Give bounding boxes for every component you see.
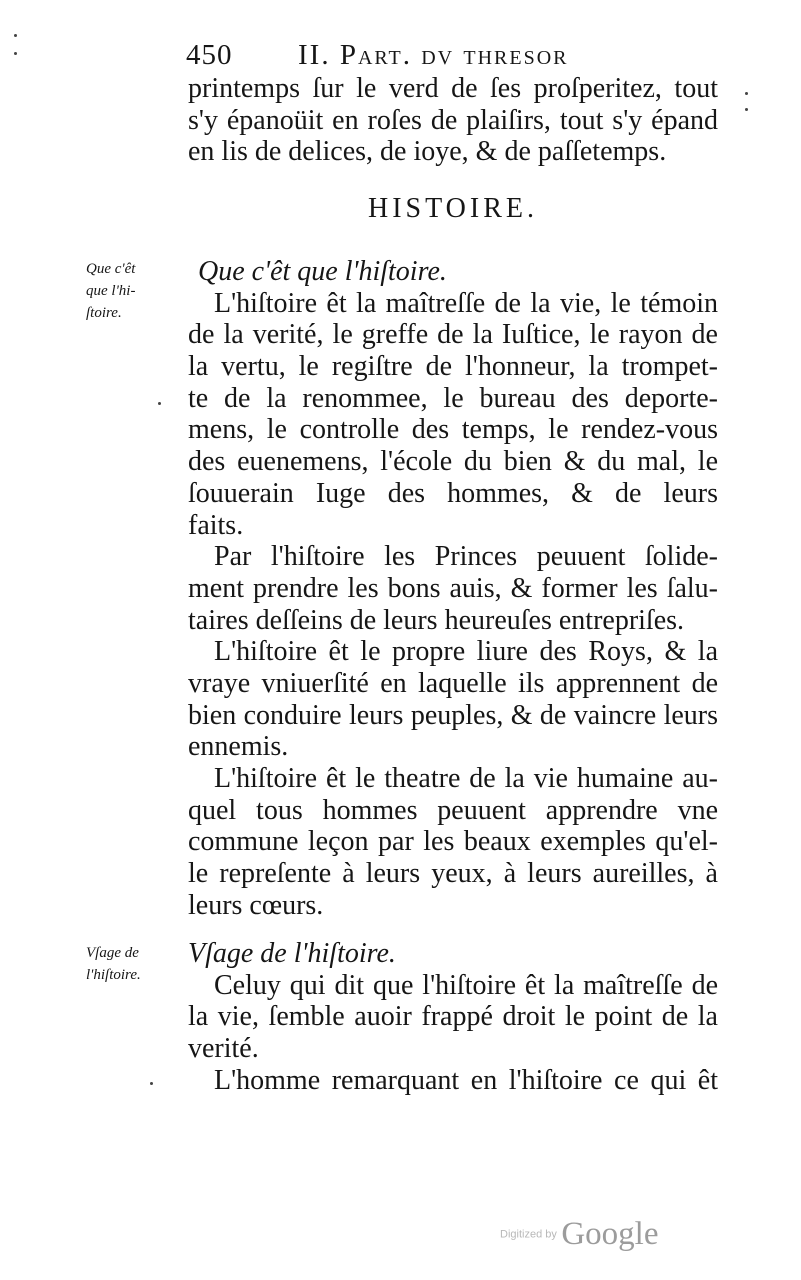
text-line: L'hiſtoire êt le theatre de la vie humaine au- — [214, 763, 718, 794]
subheading: Que c'êt que l'hiſtoire. — [198, 256, 447, 287]
text-line: la vie, ſemble auoir frappé droit le point de la — [188, 1001, 718, 1033]
margin-note-que-cet — [86, 258, 178, 324]
text-line: en lis de delices, de ioye, & de paſſetemps. — [188, 136, 667, 168]
text-line: vraye vniuerſité en laquelle ils apprennent de — [188, 667, 718, 699]
section-heading: HISTOIRE. — [367, 193, 539, 224]
text-line: commune leçon par les beaux exemples qu'el- — [188, 826, 718, 858]
text-line: la vertu, le regiſtre de l'honneur, la trompet- — [188, 351, 718, 383]
scan-speck — [158, 402, 161, 405]
margin-note-vsage — [86, 942, 178, 986]
margin-note-line: que l'hi- — [86, 283, 136, 299]
scan-speck — [745, 108, 748, 111]
text-line: quel tous hommes peuuent apprendre vne — [188, 794, 718, 826]
text-line: bien conduire leurs peuples, & de vaincre leurs — [188, 699, 718, 731]
section1-text — [188, 256, 718, 921]
text-line: printemps ſur le verd de ſes proſperitez, tout — [188, 73, 718, 104]
margin-note-line: Vſage de — [86, 945, 139, 961]
margin-note-line: ſtoire. — [86, 305, 122, 321]
text-line: verité. — [188, 1033, 259, 1065]
text-line: ſouuerain Iuge des hommes, & de leurs — [188, 477, 718, 509]
text-line: Celuy qui dit que l'hiſtoire êt la maîtreſſe de — [214, 969, 718, 1001]
text-line: faits. — [188, 509, 244, 541]
text-line: le repreſente à leurs yeux, à leurs aureilles, à — [188, 858, 718, 890]
text-line: te de la renommee, le bureau des deporte- — [188, 382, 718, 414]
running-title: II. Part. dv thresor — [298, 39, 569, 71]
text-line: L'hiſtoire êt le propre liure des Roys, & la — [214, 636, 718, 668]
scan-speck — [14, 52, 17, 55]
margin-note-line: l'hiſtoire. — [86, 967, 141, 983]
page-header — [186, 38, 720, 72]
text-line: ennemis. — [188, 731, 289, 763]
text-line: Par l'hiſtoire les Princes peuuent ſolide- — [214, 541, 718, 573]
scan-speck — [150, 1082, 153, 1085]
watermark-prefix: Digitized by — [500, 1228, 557, 1241]
text-line: taires deſſeins de leurs heureuſes entrepriſes. — [188, 604, 685, 636]
text-line: L'homme remarquant en l'hiſtoire ce qui êt — [214, 1064, 718, 1096]
google-logo: Google — [561, 1216, 659, 1252]
text-line: de la verité, le greffe de la Iuſtice, le rayon de — [188, 319, 718, 351]
scan-speck — [14, 34, 17, 37]
section2-text — [188, 938, 718, 1096]
top-text-block — [188, 73, 718, 168]
subheading: Vſage de l'hiſtoire. — [188, 938, 396, 969]
text-line: mens, le controlle des temps, le rendez-vous — [188, 414, 718, 446]
page-number: 450 — [186, 39, 233, 71]
text-line: s'y épanoüit en roſes de plaiſirs, tout s'y épand — [188, 104, 718, 136]
text-line: L'hiſtoire êt la maîtreſſe de la vie, le témoin — [214, 287, 718, 319]
text-line: leurs cœurs. — [188, 889, 324, 921]
text-line: des euenemens, l'école du bien & du mal, le — [188, 446, 718, 478]
google-watermark — [500, 1216, 658, 1253]
margin-note-line: Que c'êt — [86, 261, 136, 277]
scan-speck — [745, 92, 748, 95]
text-line: ment prendre les bons auis, & former les ſalu- — [188, 572, 718, 604]
